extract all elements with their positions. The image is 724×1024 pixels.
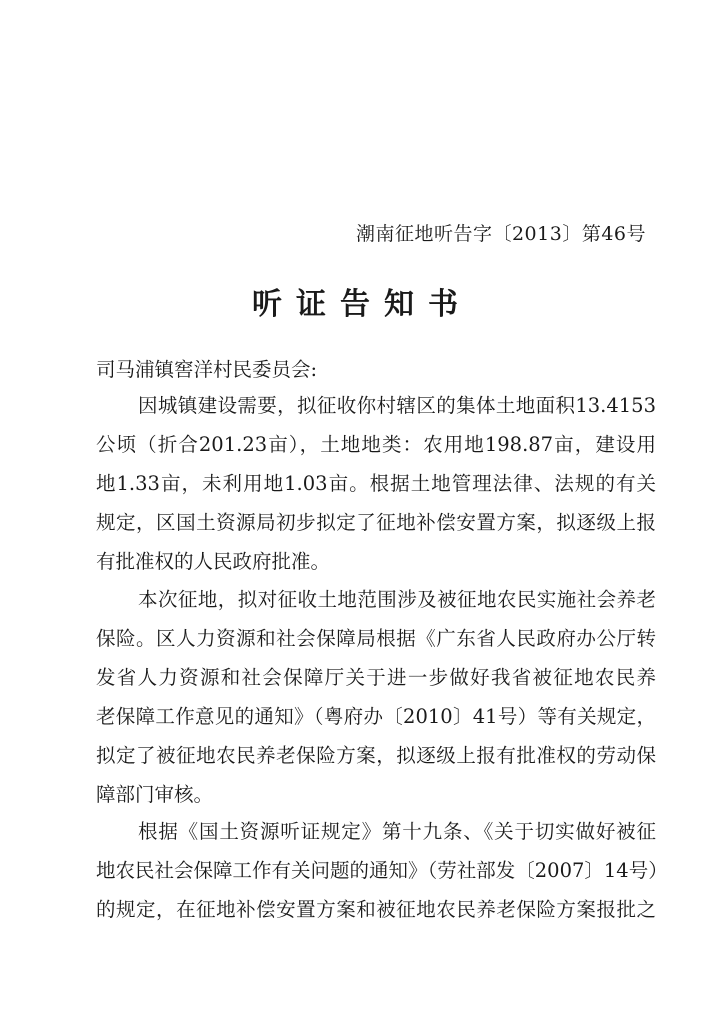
paragraph-line: 规定，区国土资源局初步拟定了征地补偿安置方案，拟逐级上报 xyxy=(96,511,656,534)
paragraph-line: 公顷（折合201.23亩），土地地类：农用地198.87亩，建设用 xyxy=(96,433,656,456)
paragraph-line: 保险。区人力资源和社会保障局根据《广东省人民政府办公厅转 xyxy=(96,627,656,650)
paragraph-line: 地1.33亩，未利用地1.03亩。根据土地管理法律、法规的有关 xyxy=(96,472,656,495)
paragraph-line: 本次征地，拟对征收土地范围涉及被征地农民实施社会养老 xyxy=(138,588,656,611)
paragraph-line: 拟定了被征地农民养老保险方案，拟逐级上报有批准权的劳动保 xyxy=(96,744,656,767)
document-number: 潮南征地听告字〔2013〕第46号 xyxy=(355,223,646,245)
paragraph-land-requisition xyxy=(96,386,656,581)
paragraph-line: 的规定，在征地补偿安置方案和被征地农民养老保险方案报批之 xyxy=(96,898,656,921)
paragraph-line: 有批准权的人民政府批准。 xyxy=(96,550,331,573)
paragraph-line: 老保障工作意见的通知》（粤府办〔2010〕41号）等有关规定， xyxy=(96,705,656,728)
paragraph-pension-insurance xyxy=(96,580,656,814)
paragraph-line: 发省人力资源和社会保障厅关于进一步做好我省被征地农民养 xyxy=(96,666,656,689)
paragraph-line: 根据《国土资源听证规定》第十九条、《关于切实做好被征 xyxy=(138,820,656,843)
paragraph-line: 障部门审核。 xyxy=(96,783,214,806)
paragraph-line: 因城镇建设需要，拟征收你村辖区的集体土地面积13.4153 xyxy=(138,394,656,417)
paragraph-line: 地农民社会保障工作有关问题的通知》（劳社部发〔2007〕14号） xyxy=(96,859,668,882)
paragraph-hearing-basis xyxy=(96,812,668,929)
document-title: 听证告知书 xyxy=(252,287,472,322)
addressee: 司马浦镇窖洋村民委员会: xyxy=(96,358,318,381)
